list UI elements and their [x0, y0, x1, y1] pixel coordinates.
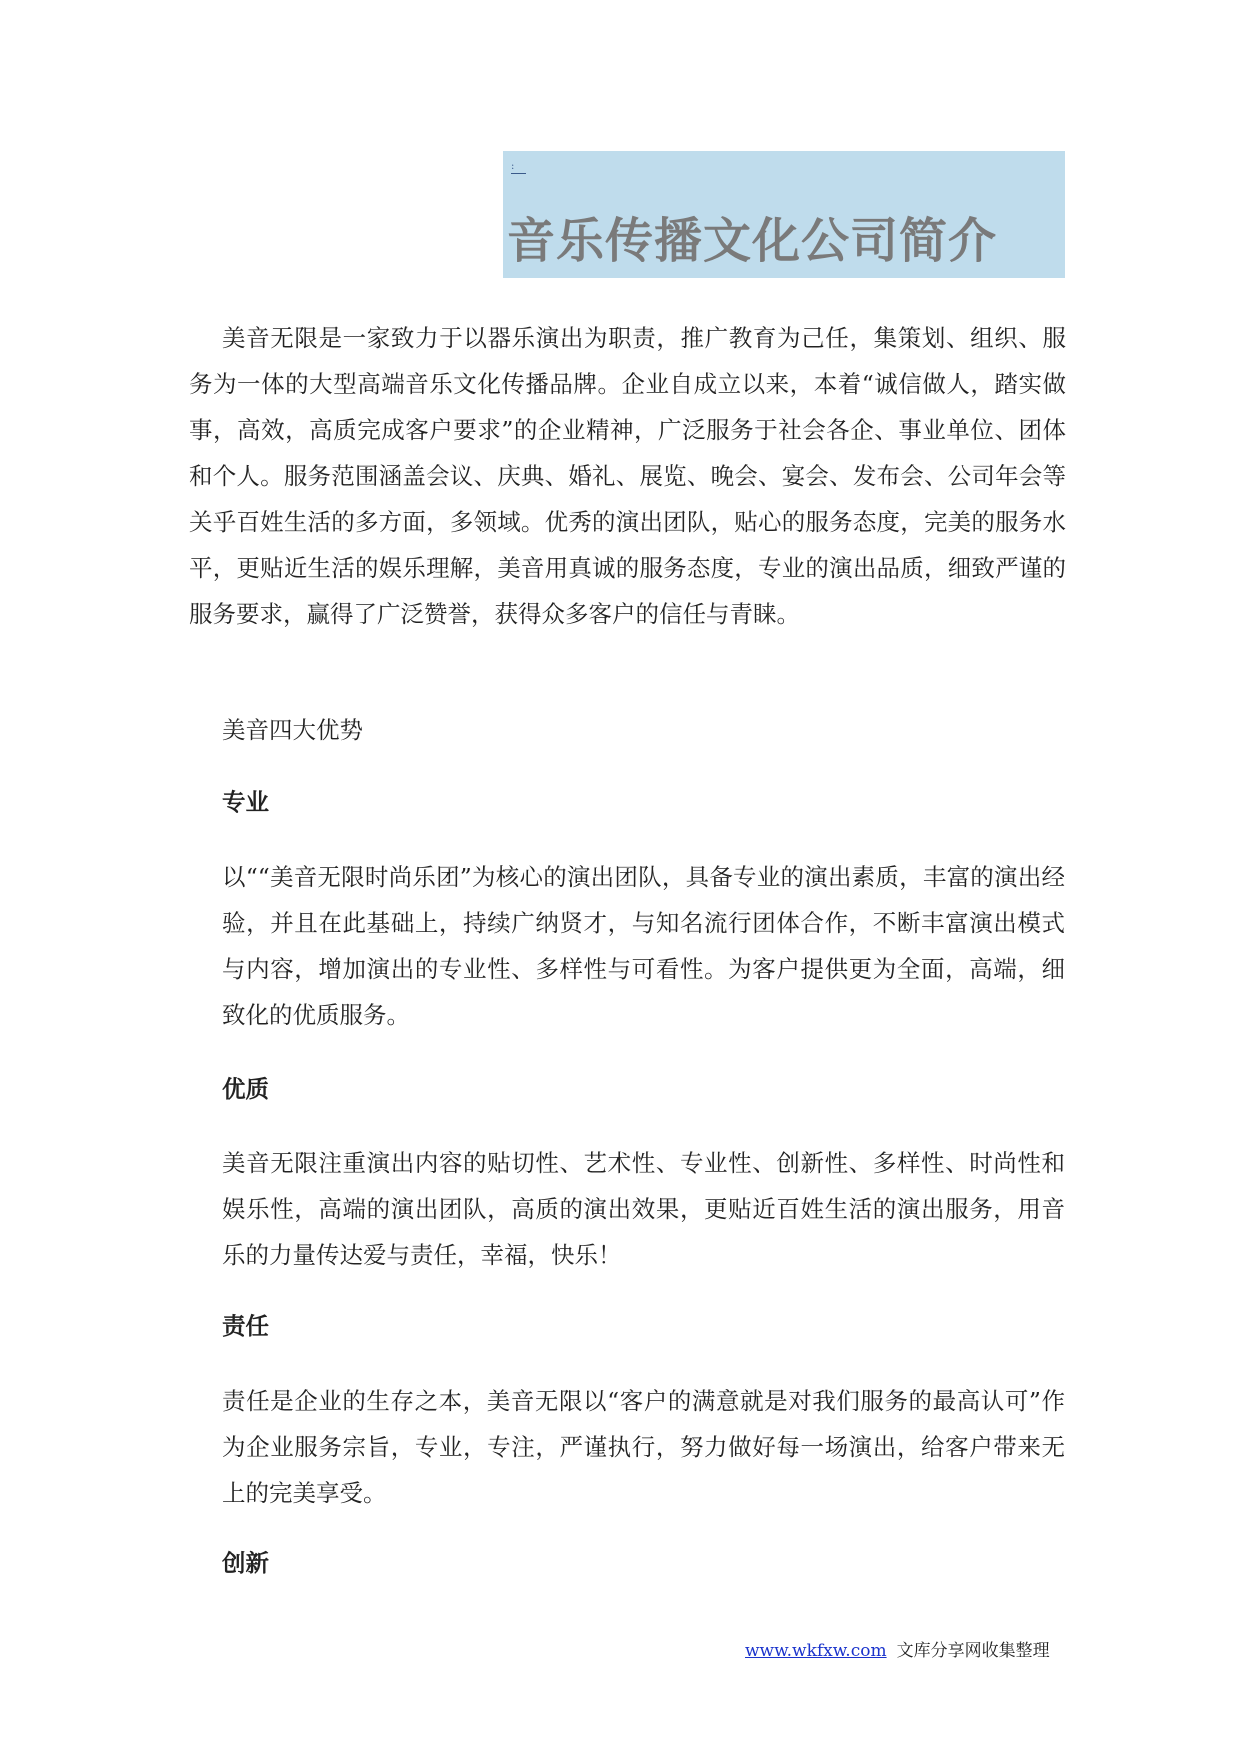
page-title: 音乐传播文化公司简介 [507, 213, 998, 269]
title-banner [503, 151, 1065, 278]
footer-text: 文库分享网收集整理 [896, 1641, 1050, 1661]
section-heading-professional: 专业 [222, 788, 269, 816]
section-body-quality: 美音无限注重演出内容的贴切性、艺术性、专业性、创新性、多样性、时尚性和娱乐性，高端的演出团队，高质的演出效果，更贴近百姓生活的演出服务，用音乐的力量传达爱与责任，幸福，快乐！ [222, 1149, 1065, 1269]
title-marker: : [511, 161, 526, 174]
section-body-professional: 以““美音无限时尚乐团”为核心的演出团队，具备专业的演出素质，丰富的演出经验，并且在此基础上，持续广纳贤才，与知名流行团体合作，不断丰富演出模式与内容，增加演出的专业性、多样性与可看性。为客户提供更为全面，高端，细致化的优质服务。 [222, 863, 1065, 1029]
intro-paragraph: 美音无限是一家致力于以器乐演出为职责，推广教育为己任，集策划、组织、服务为一体的大型高端音乐文化传播品牌。企业自成立以来，本着“诚信做人，踏实做事，高效，高质完成客户要求”的企业精神，广泛服务于社会各企、事业单位、团体和个人。服务范围涵盖会议、庆典、婚礼、展览、晚会、宴会、发布会、公司年会等关乎百姓生活的多方面，多领域。优秀的演出团队，贴心的服务态度，完美的服务水平，更贴近生活的娱乐理解，美音用真诚的服务态度，专业的演出品质，细致严谨的服务要求，赢得了广泛赞誉，获得众多客户的信任与青睐。 [189, 324, 1066, 628]
section-heading-quality: 优质 [222, 1075, 269, 1103]
footer [745, 1640, 1050, 1662]
footer-link[interactable]: www.wkfxw.com [745, 1641, 887, 1661]
section-body-responsibility: 责任是企业的生存之本，美音无限以“客户的满意就是对我们服务的最高认可”作为企业服务宗旨，专业，专注，严谨执行，努力做好每一场演出，给客户带来无上的完美享受。 [222, 1387, 1065, 1507]
advantages-title: 美音四大优势 [222, 716, 363, 744]
section-heading-innovation: 创新 [222, 1549, 269, 1577]
section-heading-responsibility: 责任 [222, 1312, 269, 1340]
